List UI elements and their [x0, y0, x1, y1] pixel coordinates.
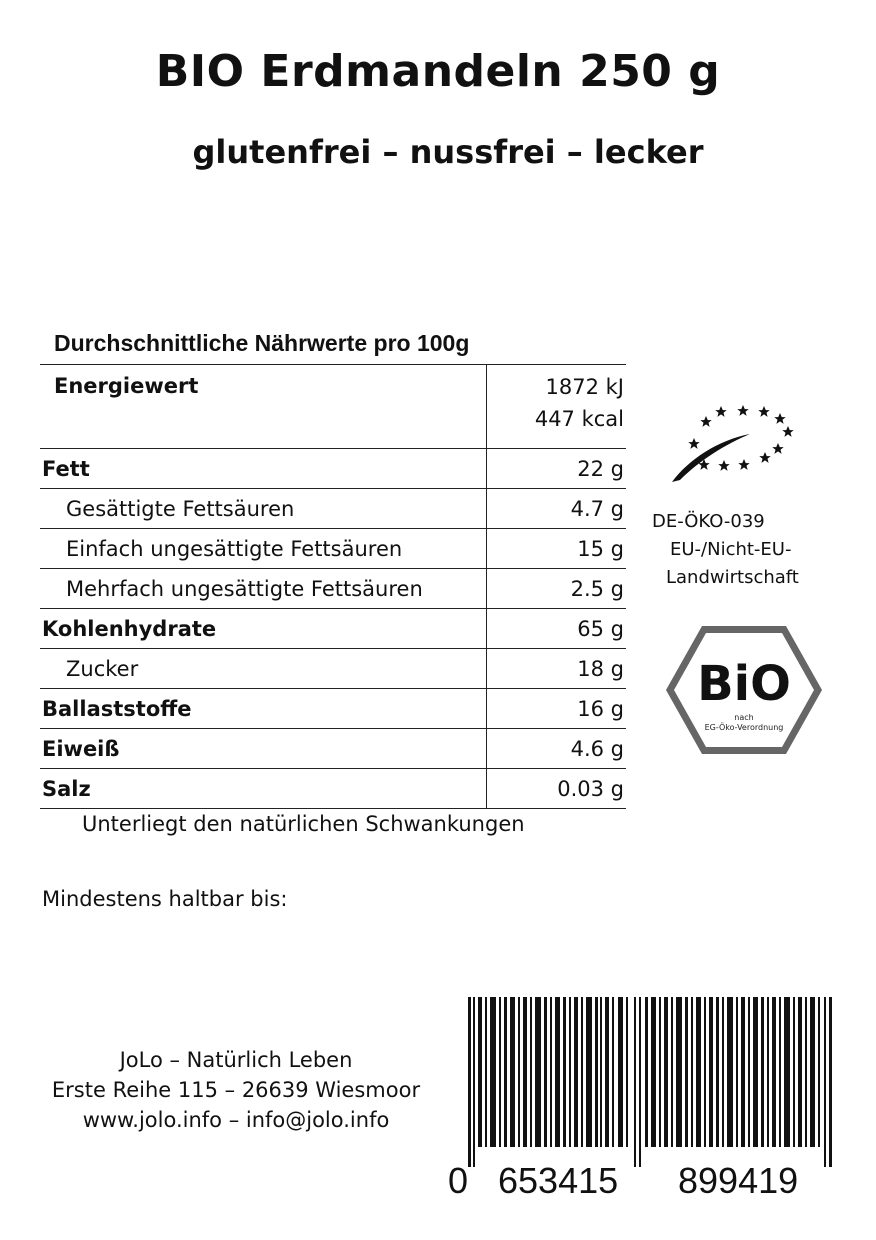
barcode-digits: [440, 1160, 840, 1204]
certification-origin-line2: Landwirtschaft: [666, 567, 799, 588]
barcode-bar: [696, 997, 701, 1147]
barcode-bar: [473, 997, 475, 1167]
salt-label: Salz: [40, 769, 486, 809]
energy-label: Energiewert: [40, 365, 486, 449]
barcode-bar: [676, 997, 682, 1147]
barcode-bar: [485, 997, 487, 1147]
barcode-bar: [535, 997, 541, 1147]
barcode-bar: [595, 997, 598, 1147]
barcode-bar: [600, 997, 602, 1147]
fat-label: Fett: [40, 449, 486, 489]
table-row: [40, 689, 626, 729]
fat-value: 22 g: [486, 449, 626, 489]
saturated-fat-value: 4.7 g: [486, 489, 626, 529]
barcode-bar: [518, 997, 520, 1147]
barcode-bar: [504, 997, 507, 1147]
barcode-bar: [569, 997, 571, 1147]
nutrition-table: [40, 364, 626, 809]
certification-origin-line1: EU-/Nicht-EU-: [670, 539, 792, 560]
barcode-bar: [772, 997, 776, 1147]
barcode-digit-prefix: 0: [448, 1160, 469, 1201]
barcode-bar: [704, 997, 706, 1147]
barcode-bar: [530, 997, 532, 1147]
bio-seal-word: BiO: [697, 656, 791, 712]
barcode-digits-left: 653415: [498, 1160, 619, 1201]
barcode-bar: [716, 997, 719, 1147]
barcode-bar: [612, 997, 614, 1147]
barcode-bar: [523, 997, 527, 1147]
barcode-bar: [805, 997, 807, 1147]
barcode-bar: [626, 997, 628, 1147]
table-row: [40, 569, 626, 609]
bio-seal-line2: EG-Öko-Verordnung: [704, 723, 784, 732]
barcode-bar: [563, 997, 566, 1147]
certification-code: DE-ÖKO-039: [652, 511, 765, 532]
carbohydrates-label: Kohlenhydrate: [40, 609, 486, 649]
table-row: [40, 529, 626, 569]
barcode-bar: [709, 997, 713, 1147]
best-before-label: Mindestens haltbar bis:: [42, 887, 288, 911]
polyunsaturated-fat-label: Mehrfach ungesättigte Fettsäuren: [40, 569, 486, 609]
barcode-bar: [722, 997, 724, 1147]
barcode-bar: [639, 997, 641, 1167]
barcode-bar: [685, 997, 688, 1147]
table-row: [40, 365, 626, 449]
barcode-bar: [727, 997, 733, 1147]
barcode-bar: [478, 997, 482, 1147]
energy-value: [486, 365, 626, 449]
polyunsaturated-fat-value: 2.5 g: [486, 569, 626, 609]
protein-label: Eiweiß: [40, 729, 486, 769]
nutrition-footnote: Unterliegt den natürlichen Schwankungen: [82, 812, 525, 836]
table-row: [40, 649, 626, 689]
barcode-bar: [510, 997, 515, 1147]
barcode-bar: [824, 997, 826, 1167]
barcode-bar: [586, 997, 592, 1147]
barcode-bar: [798, 997, 802, 1147]
saturated-fat-label: Gesättigte Fettsäuren: [40, 489, 486, 529]
barcode-bar: [634, 997, 636, 1167]
fiber-label: Ballaststoffe: [40, 689, 486, 729]
bio-seal-line1: nach: [734, 713, 754, 722]
table-row: [40, 489, 626, 529]
nutrition-heading: Durchschnittliche Nährwerte pro 100g: [54, 330, 470, 356]
product-title: BIO Erdmandeln 250 g: [155, 46, 721, 97]
monounsaturated-fat-label: Einfach ungesättigte Fettsäuren: [40, 529, 486, 569]
product-subtitle: glutenfrei – nussfrei – lecker: [192, 133, 704, 171]
table-row: [40, 449, 626, 489]
barcode-bar: [691, 997, 693, 1147]
energy-kcal: 447 kcal: [534, 407, 624, 431]
barcode-bar: [779, 997, 781, 1147]
barcode-bar: [793, 997, 795, 1147]
table-row: [40, 729, 626, 769]
company-block: [40, 1045, 432, 1135]
barcode-bar: [748, 997, 750, 1147]
barcode-bar: [761, 997, 764, 1147]
barcode-bar: [659, 997, 661, 1147]
barcode-bar: [468, 997, 471, 1167]
fiber-value: 16 g: [486, 689, 626, 729]
barcode-bar: [671, 997, 673, 1147]
barcode-bar: [544, 997, 547, 1147]
energy-kj: 1872 kJ: [545, 375, 624, 399]
barcode-bar: [550, 997, 552, 1147]
salt-value: 0.03 g: [486, 769, 626, 809]
barcode-bar: [645, 997, 648, 1147]
barcode-bar: [574, 997, 578, 1147]
barcode-bar: [736, 997, 738, 1147]
carbohydrates-value: 65 g: [486, 609, 626, 649]
barcode-bar: [818, 997, 820, 1147]
barcode-bar: [651, 997, 656, 1147]
bio-hexagon-seal-icon: [664, 622, 824, 758]
barcode-bar: [810, 997, 815, 1147]
company-name: JoLo – Natürlich Leben: [119, 1048, 353, 1072]
barcode-bar: [499, 997, 501, 1147]
protein-value: 4.6 g: [486, 729, 626, 769]
monounsaturated-fat-value: 15 g: [486, 529, 626, 569]
barcode-bar: [753, 997, 758, 1147]
sugar-value: 18 g: [486, 649, 626, 689]
barcode-digits-right: 899419: [678, 1160, 799, 1201]
table-row: [40, 609, 626, 649]
barcode-icon: [440, 995, 842, 1167]
eu-organic-leaf-icon: [664, 402, 804, 488]
sugar-label: Zucker: [40, 649, 486, 689]
barcode-bar: [741, 997, 745, 1147]
barcode-bar: [664, 997, 668, 1147]
company-address: Erste Reihe 115 – 26639 Wiesmoor: [51, 1078, 421, 1102]
barcode-bar: [618, 997, 623, 1147]
barcode-bar: [784, 997, 790, 1147]
barcode-bar: [581, 997, 583, 1147]
barcode-bar: [829, 997, 832, 1167]
company-contact: www.jolo.info – info@jolo.info: [82, 1108, 390, 1132]
barcode-bar: [490, 997, 496, 1147]
barcode-bar: [555, 997, 560, 1147]
barcode-bar: [767, 997, 769, 1147]
barcode-bar: [605, 997, 609, 1147]
certification-block: [652, 508, 822, 592]
table-row: [40, 769, 626, 809]
